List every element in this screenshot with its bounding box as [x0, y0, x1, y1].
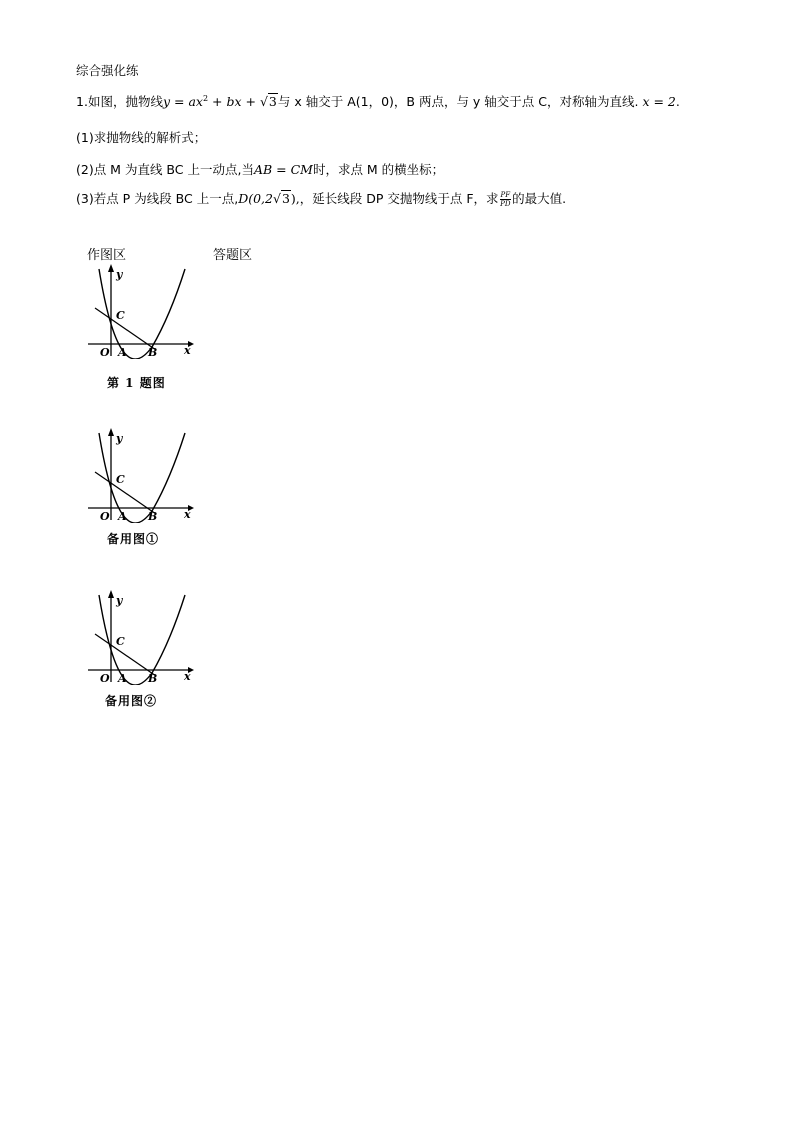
y-axis-arrow-icon [108, 428, 114, 436]
question-1: (1)求抛物线的解析式； [76, 130, 207, 145]
figure-3-graph [84, 590, 194, 685]
equation-y: y [162, 94, 171, 109]
question-3-text-c: 的最大值. [512, 191, 567, 206]
point-c-label: C [116, 473, 125, 486]
point-b-label: B [148, 346, 158, 359]
point-a-label: A [118, 672, 127, 685]
section-title: 综合强化练 [76, 63, 139, 78]
origin-label: O [100, 510, 110, 523]
point-c-label: C [116, 309, 125, 322]
equation-bx: + bx + [208, 94, 260, 109]
question-3-point-d-end: ), [290, 191, 300, 206]
figure-2-graph [84, 428, 194, 523]
axis-equation: x = 2 [638, 94, 676, 109]
parabola-curve [99, 595, 185, 685]
point-a-label: A [118, 346, 127, 359]
problem-statement: 1.如图，抛物线$y = ax^2$ + bx + √3与 x 轴交于 A(1，0)，B 两点，与 y 轴交于点 C，对称轴为直线. x = 2. [76, 93, 680, 109]
figure-1-graph [84, 264, 194, 359]
point-c-label: C [116, 635, 125, 648]
question-3-point-d: D(0,2 [238, 191, 273, 206]
parabola-curve [99, 433, 185, 523]
question-3: (3)若点 P 为线段 BC 上一点,D(0,2√3),，延长线段 DP 交抛物线于点 F，求 $\frac{PF}{PD}$ 的最大值. [76, 191, 567, 208]
equation-ax: ax [188, 94, 203, 109]
question-2-text-b: 时，求点 M 的横坐标； [312, 162, 445, 177]
point-a-label: A [118, 510, 127, 523]
y-axis-arrow-icon [108, 264, 114, 272]
figure-1-caption: 第 1 题图 [107, 376, 166, 390]
point-b-label: B [148, 672, 158, 685]
drawing-area-label: 作图区 [87, 248, 127, 263]
x-axis-label: x [184, 344, 191, 357]
question-3-text-b: ，延长线段 DP 交抛物线于点 F，求 [299, 191, 499, 206]
equation-sqrt-value: 3 [268, 94, 277, 109]
fraction-numerator: PF [500, 191, 511, 199]
equation-exponent: 2 [202, 93, 209, 103]
figure-2-caption: 备用图① [107, 532, 160, 546]
problem-conditions: 与 x 轴交于 A(1，0)，B 两点，与 y 轴交于点 C，对称轴为直线. [277, 94, 639, 109]
y-axis-arrow-icon [108, 590, 114, 598]
question-2 [76, 160, 444, 178]
point-b-label: B [148, 510, 158, 523]
y-axis-label: y [116, 268, 123, 281]
y-axis-label: y [116, 594, 123, 607]
x-axis-label: x [184, 508, 191, 521]
question-2-text-a: (2)点 M 为直线 BC 上一动点,当 [76, 162, 254, 177]
y-axis-label: y [116, 432, 123, 445]
equation-equals: = [170, 94, 189, 109]
question-2-equation: AB = CM [253, 162, 313, 177]
origin-label: O [100, 672, 110, 685]
origin-label: O [100, 346, 110, 359]
question-3-text-a: (3)若点 P 为线段 BC 上一点, [76, 191, 239, 206]
problem-number: 1. [76, 94, 88, 109]
x-axis-label: x [184, 670, 191, 683]
answer-area-label: 答题区 [213, 248, 253, 263]
question-3-sqrt-value: 3 [281, 191, 290, 206]
parabola-curve [99, 269, 185, 359]
problem-intro: 如图，抛物线 [87, 94, 163, 109]
fraction-denominator: PD [500, 200, 511, 208]
axis-end: . [675, 94, 680, 109]
figure-3-caption: 备用图② [105, 694, 158, 708]
fraction-pf-pd [500, 191, 512, 208]
